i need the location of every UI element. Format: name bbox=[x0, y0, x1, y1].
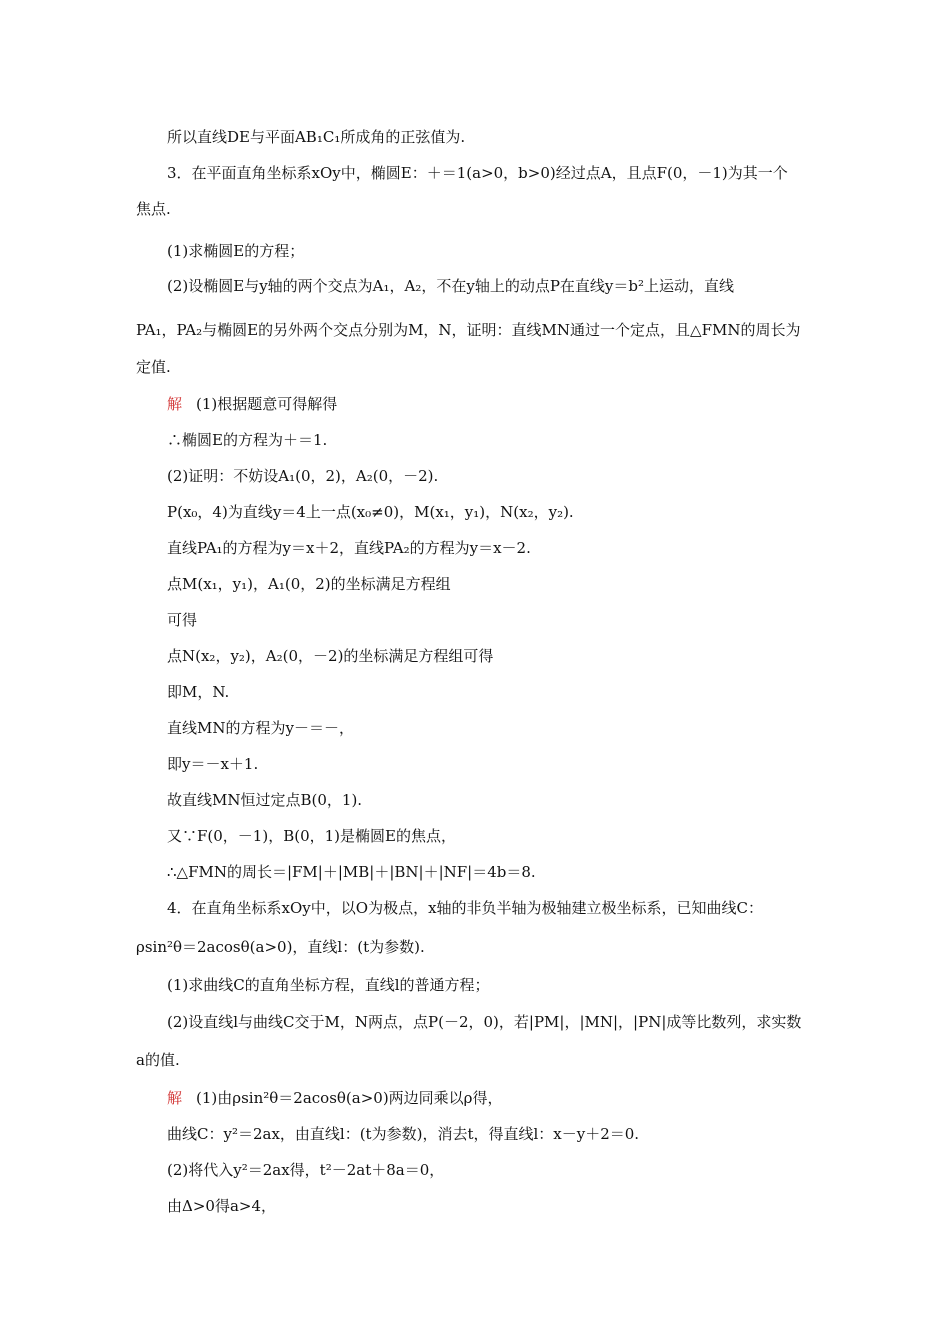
text-line: 点N(x₂，y₂)，A₂(0，－2)的坐标满足方程组可得 bbox=[167, 647, 494, 665]
text-line: (2)设椭圆E与y轴的两个交点为A₁，A₂，不在y轴上的动点P在直线y＝b²上运动，直线 bbox=[167, 277, 735, 295]
text-line: (2)设直线l与曲线C交于M，N两点，点P(－2，0)，若|PM|，|MN|，|PN|成等比数列，求实数 bbox=[167, 1013, 802, 1031]
text-line: P(x₀，4)为直线y＝4上一点(x₀≠0)，M(x₁，y₁)，N(x₂，y₂). bbox=[167, 503, 574, 521]
problem-4-heading: 4．在直角坐标系xOy中，以O为极点，x轴的非负半轴为极轴建立极坐标系，已知曲线C： bbox=[167, 899, 764, 917]
text-line: 直线MN的方程为y－＝－， bbox=[167, 719, 354, 737]
text-line: 可得 bbox=[167, 611, 198, 629]
solution-label: 解 bbox=[167, 395, 183, 413]
problem-3-heading: 3．在平面直角坐标系xOy中，椭圆E：＋＝1(a>0，b>0)经过点A，且点F(0，－1)为其一个 bbox=[167, 164, 788, 182]
text-span: (1)由ρsin²θ＝2acosθ(a>0)两边同乘以ρ得， bbox=[196, 1089, 503, 1107]
text-line: 点M(x₁，y₁)，A₁(0，2)的坐标满足方程组 bbox=[167, 575, 451, 593]
text-line: 即y＝－x＋1. bbox=[167, 755, 259, 773]
text-line: PA₁，PA₂与椭圆E的另外两个交点分别为M，N，证明：直线MN通过一个定点，且△FMN的周长为 bbox=[136, 321, 801, 339]
text-line: 所以直线DE与平面AB₁C₁所成角的正弦值为. bbox=[167, 128, 466, 146]
text-line: 故直线MN恒过定点B(0，1). bbox=[167, 791, 363, 809]
text-line: a的值. bbox=[136, 1051, 180, 1069]
text-line: 焦点. bbox=[136, 200, 171, 218]
text-line: ρsin²θ＝2acosθ(a>0)，直线l：(t为参数). bbox=[136, 938, 425, 956]
text-line: (1)求曲线C的直角坐标方程，直线l的普通方程； bbox=[167, 976, 490, 994]
text-line: (1)求椭圆E的方程； bbox=[167, 242, 305, 260]
text-line: 曲线C：y²＝2ax，由直线l：(t为参数)，消去t，得直线l：x－y＋2＝0. bbox=[167, 1125, 640, 1143]
text-line: 又∵F(0，－1)，B(0，1)是椭圆E的焦点， bbox=[167, 827, 456, 845]
text-line: 定值. bbox=[136, 358, 171, 376]
text-line: (2)将代入y²＝2ax得，t²－2at＋8a＝0， bbox=[167, 1161, 445, 1179]
text-line: 直线PA₁的方程为y＝x＋2，直线PA₂的方程为y＝x－2. bbox=[167, 539, 531, 557]
solution-line bbox=[167, 1088, 503, 1108]
solution-label: 解 bbox=[167, 1089, 183, 1107]
solution-line bbox=[167, 394, 337, 414]
text-span: (1)根据题意可得解得 bbox=[196, 395, 338, 413]
text-line: 由Δ>0得a>4， bbox=[167, 1197, 276, 1215]
text-line: ∴椭圆E的方程为＋＝1. bbox=[167, 431, 328, 449]
text-line: (2)证明：不妨设A₁(0，2)，A₂(0，－2). bbox=[167, 467, 439, 485]
text-line: 即M，N. bbox=[167, 683, 230, 701]
text-line: ∴△FMN的周长＝|FM|＋|MB|＋|BN|＋|NF|＝4b＝8. bbox=[167, 863, 536, 881]
